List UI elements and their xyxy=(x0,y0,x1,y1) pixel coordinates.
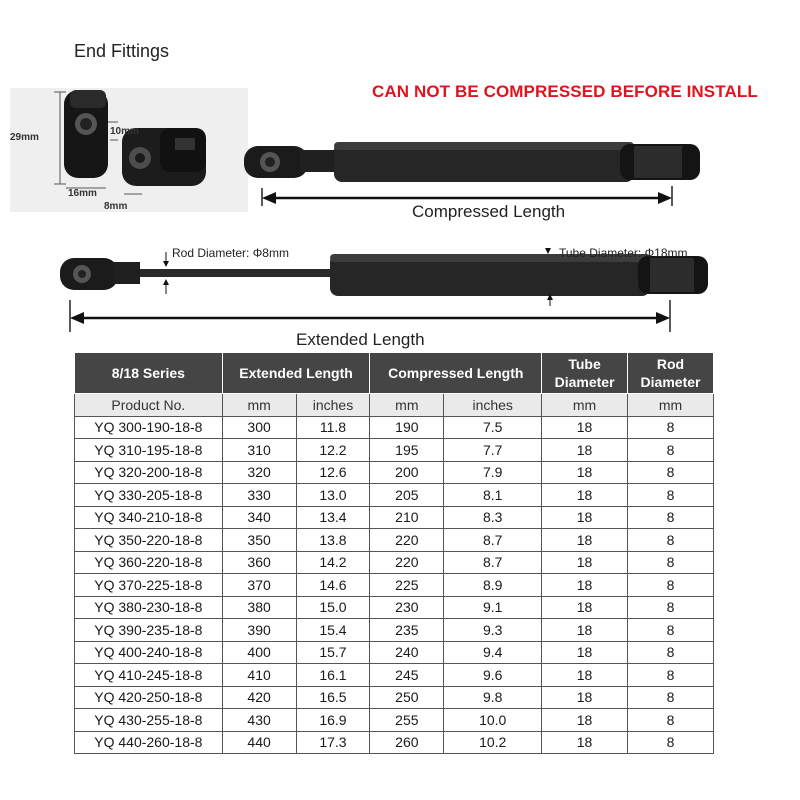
cell-tube-diameter-mm: 18 xyxy=(542,529,628,552)
cell-tube-diameter-mm: 18 xyxy=(542,551,628,574)
cell-rod-diameter-mm: 8 xyxy=(628,484,714,507)
cell-tube-diameter-mm: 18 xyxy=(542,686,628,709)
end-fittings-photo xyxy=(10,88,248,212)
cell-extended-inches: 17.3 xyxy=(296,731,370,754)
table-row xyxy=(75,686,714,709)
table-row xyxy=(75,484,714,507)
cell-product-no: YQ 330-205-18-8 xyxy=(75,484,223,507)
cell-tube-diameter-mm: 18 xyxy=(542,641,628,664)
cell-rod-diameter-mm: 8 xyxy=(628,506,714,529)
cell-extended-mm: 310 xyxy=(222,439,296,462)
cell-rod-diameter-mm: 8 xyxy=(628,551,714,574)
cell-rod-diameter-mm: 8 xyxy=(628,686,714,709)
cell-tube-diameter-mm: 18 xyxy=(542,506,628,529)
cell-compressed-mm: 260 xyxy=(370,731,444,754)
extended-spring-illustration xyxy=(58,248,718,338)
cell-extended-mm: 360 xyxy=(222,551,296,574)
cell-extended-mm: 320 xyxy=(222,461,296,484)
cell-compressed-mm: 220 xyxy=(370,529,444,552)
header-rod-diameter: Rod Diameter xyxy=(628,353,714,394)
cell-extended-mm: 300 xyxy=(222,416,296,439)
unit-comp-mm: mm xyxy=(370,394,444,417)
cell-compressed-mm: 245 xyxy=(370,664,444,687)
cell-tube-diameter-mm: 18 xyxy=(542,574,628,597)
cell-rod-diameter-mm: 8 xyxy=(628,619,714,642)
cell-compressed-inches: 7.5 xyxy=(444,416,542,439)
cell-extended-inches: 14.6 xyxy=(296,574,370,597)
cell-product-no: YQ 410-245-18-8 xyxy=(75,664,223,687)
cell-rod-diameter-mm: 8 xyxy=(628,664,714,687)
cell-compressed-mm: 200 xyxy=(370,461,444,484)
cell-compressed-inches: 9.4 xyxy=(444,641,542,664)
cell-extended-inches: 13.0 xyxy=(296,484,370,507)
cell-product-no: YQ 360-220-18-8 xyxy=(75,551,223,574)
spec-table xyxy=(74,352,714,754)
cell-compressed-inches: 8.9 xyxy=(444,574,542,597)
cell-extended-inches: 16.5 xyxy=(296,686,370,709)
cell-product-no: YQ 390-235-18-8 xyxy=(75,619,223,642)
cell-compressed-inches: 10.0 xyxy=(444,709,542,732)
cell-extended-inches: 15.4 xyxy=(296,619,370,642)
table-row xyxy=(75,506,714,529)
cell-rod-diameter-mm: 8 xyxy=(628,439,714,462)
table-row xyxy=(75,461,714,484)
cell-compressed-mm: 205 xyxy=(370,484,444,507)
cell-extended-inches: 16.9 xyxy=(296,709,370,732)
cell-product-no: YQ 440-260-18-8 xyxy=(75,731,223,754)
cell-compressed-mm: 225 xyxy=(370,574,444,597)
table-row xyxy=(75,731,714,754)
cell-extended-mm: 370 xyxy=(222,574,296,597)
cell-rod-diameter-mm: 8 xyxy=(628,461,714,484)
cell-compressed-mm: 255 xyxy=(370,709,444,732)
cell-compressed-inches: 8.7 xyxy=(444,529,542,552)
unit-product: Product No. xyxy=(75,394,223,417)
cell-compressed-inches: 8.7 xyxy=(444,551,542,574)
cell-product-no: YQ 350-220-18-8 xyxy=(75,529,223,552)
cell-extended-inches: 16.1 xyxy=(296,664,370,687)
fitting-width-label: 16mm xyxy=(68,188,97,199)
cell-rod-diameter-mm: 8 xyxy=(628,731,714,754)
cell-extended-mm: 390 xyxy=(222,619,296,642)
fitting-height-label: 29mm xyxy=(10,132,39,143)
cell-compressed-mm: 195 xyxy=(370,439,444,462)
cell-compressed-inches: 9.3 xyxy=(444,619,542,642)
table-row xyxy=(75,574,714,597)
cell-tube-diameter-mm: 18 xyxy=(542,596,628,619)
cell-rod-diameter-mm: 8 xyxy=(628,416,714,439)
unit-ext-mm: mm xyxy=(222,394,296,417)
cell-extended-inches: 14.2 xyxy=(296,551,370,574)
unit-rod-mm: mm xyxy=(628,394,714,417)
cell-compressed-inches: 9.1 xyxy=(444,596,542,619)
cell-extended-inches: 15.7 xyxy=(296,641,370,664)
cell-product-no: YQ 420-250-18-8 xyxy=(75,686,223,709)
header-extended-length: Extended Length xyxy=(222,353,370,394)
table-row xyxy=(75,641,714,664)
cell-compressed-inches: 9.6 xyxy=(444,664,542,687)
cell-extended-mm: 340 xyxy=(222,506,296,529)
cell-compressed-inches: 8.1 xyxy=(444,484,542,507)
cell-tube-diameter-mm: 18 xyxy=(542,731,628,754)
cell-rod-diameter-mm: 8 xyxy=(628,529,714,552)
cell-extended-mm: 350 xyxy=(222,529,296,552)
cell-extended-inches: 13.4 xyxy=(296,506,370,529)
cell-tube-diameter-mm: 18 xyxy=(542,439,628,462)
cell-extended-inches: 12.6 xyxy=(296,461,370,484)
cell-tube-diameter-mm: 18 xyxy=(542,484,628,507)
cell-rod-diameter-mm: 8 xyxy=(628,709,714,732)
tube-diameter-label: Tube Diameter: Φ18mm xyxy=(559,246,688,260)
unit-ext-in: inches xyxy=(296,394,370,417)
cell-tube-diameter-mm: 18 xyxy=(542,619,628,642)
cell-extended-mm: 430 xyxy=(222,709,296,732)
rod-diameter-label: Rod Diameter: Φ8mm xyxy=(172,246,289,260)
cell-product-no: YQ 400-240-18-8 xyxy=(75,641,223,664)
cell-compressed-inches: 9.8 xyxy=(444,686,542,709)
header-series: 8/18 Series xyxy=(75,353,223,394)
table-row xyxy=(75,439,714,462)
cell-product-no: YQ 380-230-18-8 xyxy=(75,596,223,619)
cell-compressed-inches: 7.9 xyxy=(444,461,542,484)
cell-compressed-mm: 190 xyxy=(370,416,444,439)
fitting-hole-label: 10mm xyxy=(110,126,139,137)
cell-product-no: YQ 310-195-18-8 xyxy=(75,439,223,462)
cell-compressed-mm: 240 xyxy=(370,641,444,664)
cell-compressed-inches: 7.7 xyxy=(444,439,542,462)
cell-tube-diameter-mm: 18 xyxy=(542,416,628,439)
cell-product-no: YQ 370-225-18-8 xyxy=(75,574,223,597)
cell-compressed-mm: 220 xyxy=(370,551,444,574)
cell-rod-diameter-mm: 8 xyxy=(628,596,714,619)
table-row xyxy=(75,664,714,687)
units-row xyxy=(75,394,714,417)
cell-compressed-mm: 230 xyxy=(370,596,444,619)
cell-product-no: YQ 320-200-18-8 xyxy=(75,461,223,484)
cell-tube-diameter-mm: 18 xyxy=(542,664,628,687)
cell-extended-mm: 420 xyxy=(222,686,296,709)
cell-compressed-mm: 250 xyxy=(370,686,444,709)
cell-compressed-mm: 235 xyxy=(370,619,444,642)
cell-extended-mm: 400 xyxy=(222,641,296,664)
install-warning: CAN NOT BE COMPRESSED BEFORE INSTALL xyxy=(372,82,758,101)
unit-comp-in: inches xyxy=(444,394,542,417)
end-fittings-title: End Fittings xyxy=(74,41,170,61)
table-row xyxy=(75,416,714,439)
cell-rod-diameter-mm: 8 xyxy=(628,574,714,597)
table-row xyxy=(75,709,714,732)
cell-extended-mm: 380 xyxy=(222,596,296,619)
cell-extended-mm: 440 xyxy=(222,731,296,754)
cell-extended-mm: 410 xyxy=(222,664,296,687)
cell-product-no: YQ 430-255-18-8 xyxy=(75,709,223,732)
table-row xyxy=(75,551,714,574)
compressed-length-label: Compressed Length xyxy=(412,202,566,221)
cell-compressed-mm: 210 xyxy=(370,506,444,529)
cell-tube-diameter-mm: 18 xyxy=(542,709,628,732)
cell-rod-diameter-mm: 8 xyxy=(628,641,714,664)
table-row xyxy=(75,619,714,642)
cell-product-no: YQ 300-190-18-8 xyxy=(75,416,223,439)
cell-extended-inches: 11.8 xyxy=(296,416,370,439)
cell-compressed-inches: 8.3 xyxy=(444,506,542,529)
cell-extended-mm: 330 xyxy=(222,484,296,507)
cell-extended-inches: 13.8 xyxy=(296,529,370,552)
extended-length-label: Extended Length xyxy=(296,330,425,349)
cell-product-no: YQ 340-210-18-8 xyxy=(75,506,223,529)
header-tube-diameter: Tube Diameter xyxy=(542,353,628,394)
cell-compressed-inches: 10.2 xyxy=(444,731,542,754)
end-fitting-illustration xyxy=(10,88,248,212)
cell-extended-inches: 15.0 xyxy=(296,596,370,619)
table-row xyxy=(75,596,714,619)
header-compressed-length: Compressed Length xyxy=(370,353,542,394)
fitting-thickness-label: 8mm xyxy=(104,201,128,212)
table-row xyxy=(75,529,714,552)
cell-tube-diameter-mm: 18 xyxy=(542,461,628,484)
unit-tube-mm: mm xyxy=(542,394,628,417)
cell-extended-inches: 12.2 xyxy=(296,439,370,462)
